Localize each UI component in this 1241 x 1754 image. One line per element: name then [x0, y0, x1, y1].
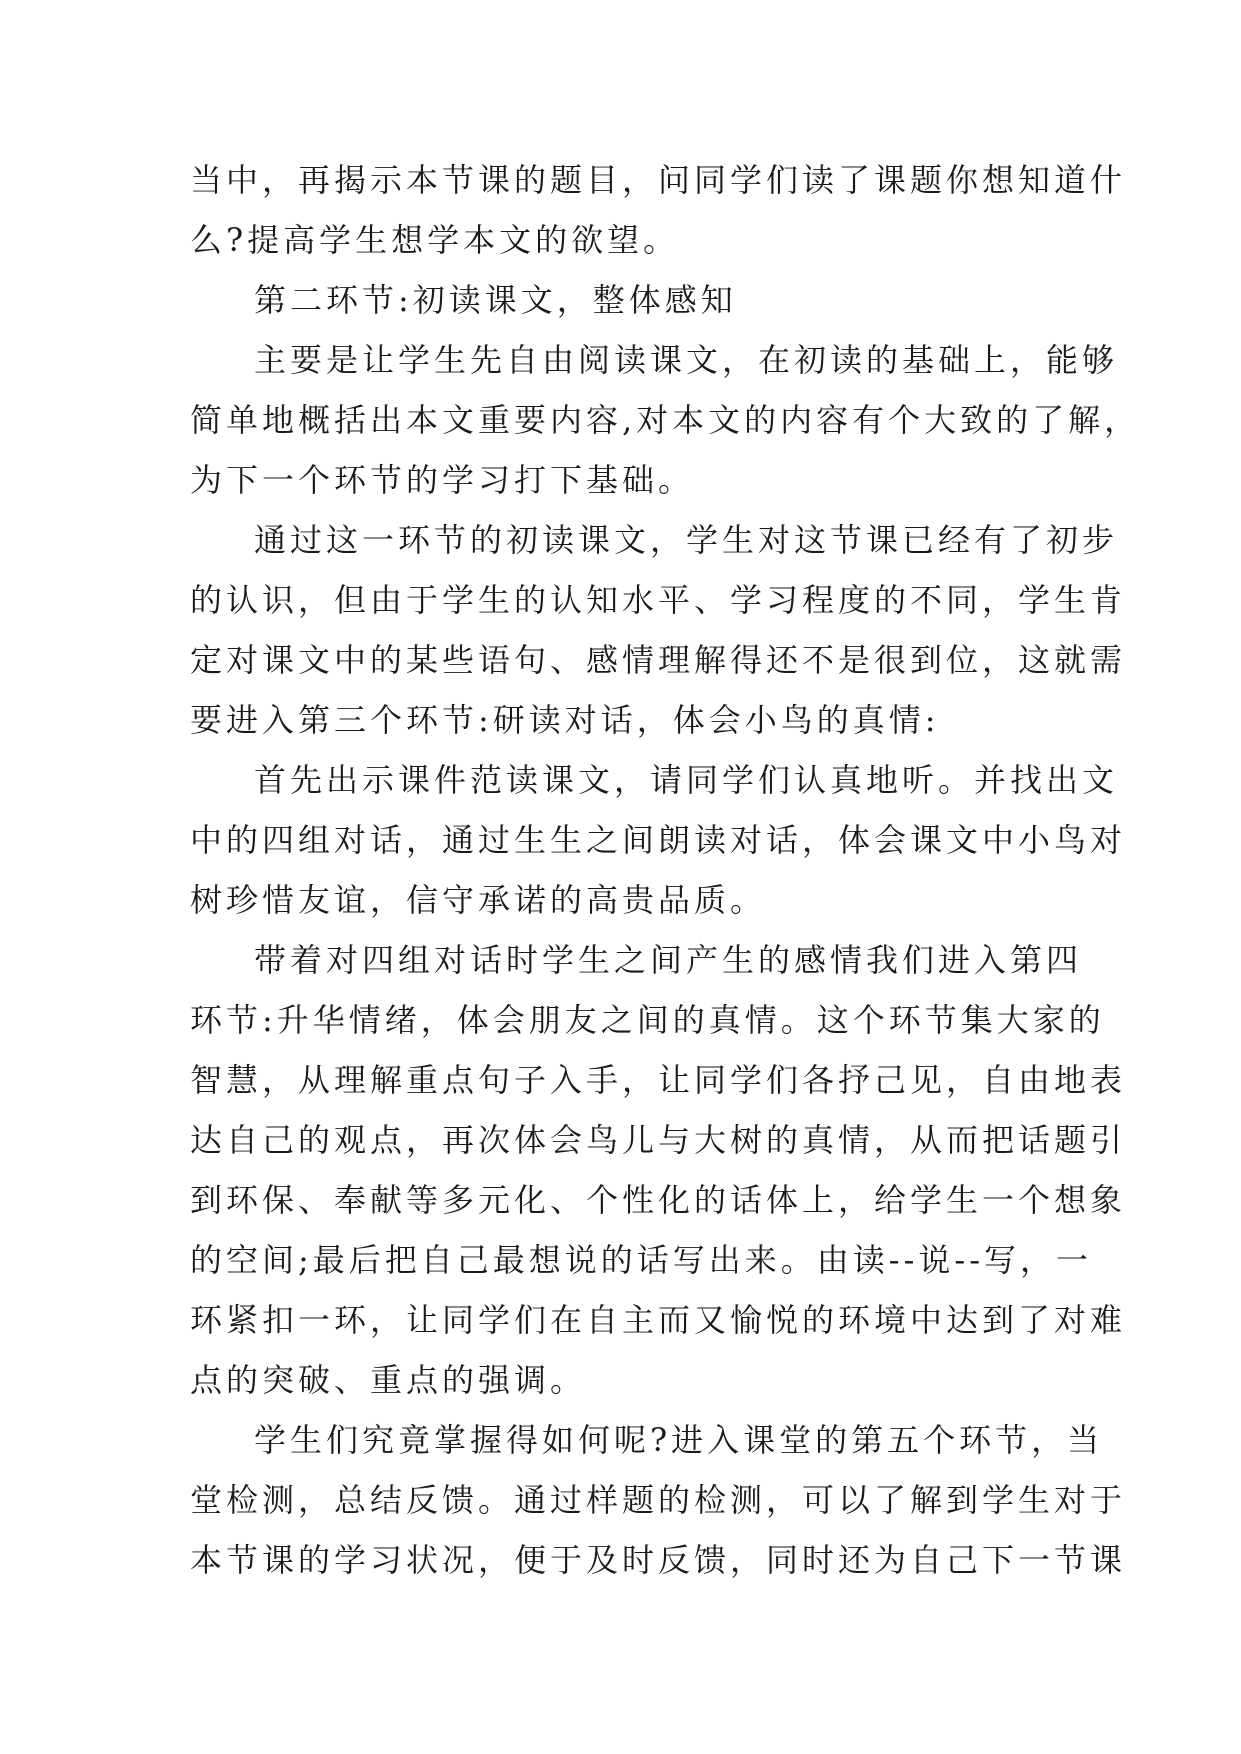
text-line: 树珍惜友谊，信守承诺的高贵品质。 — [190, 881, 767, 919]
text-line: 要进入第三个环节:研读对话，体会小鸟的真情: — [190, 701, 940, 739]
text-line: 的认识，但由于学生的认知水平、学习程度的不同，学生肯 — [190, 581, 1127, 619]
text-line: 定对课文中的某些语句、感情理解得还不是很到位，这就需 — [190, 641, 1127, 679]
text-line: 的空间;最后把自己最想说的话写出来。由读--说--写，一 — [190, 1241, 1093, 1279]
text-line: 本节课的学习状况，便于及时反馈，同时还为自己下一节课 — [190, 1541, 1127, 1579]
text-line: 当中，再揭示本节课的题目，问同学们读了课题你想知道什 — [190, 161, 1127, 199]
section-heading: 第二环节:初读课文，整体感知 — [254, 281, 737, 319]
text-line: 带着对四组对话时学生之间产生的感情我们进入第四 — [254, 941, 1083, 979]
text-line: 主要是让学生先自由阅读课文，在初读的基础上，能够 — [254, 341, 1119, 379]
text-line: 学生们究竟掌握得如何呢?进入课堂的第五个环节，当 — [254, 1421, 1104, 1459]
text-line: 通过这一环节的初读课文，学生对这节课已经有了初步 — [254, 521, 1119, 559]
text-line: 点的突破、重点的强调。 — [190, 1361, 587, 1399]
text-line: 智慧，从理解重点句子入手，让同学们各抒己见，自由地表 — [190, 1061, 1127, 1099]
text-line: 么?提高学生想学本文的欲望。 — [190, 221, 680, 259]
text-line: 堂检测，总结反馈。通过样题的检测，可以了解到学生对于 — [190, 1481, 1127, 1519]
text-line: 中的四组对话，通过生生之间朗读对话，体会课文中小鸟对 — [190, 821, 1127, 859]
document-page — [190, 150, 1141, 1590]
text-line: 环紧扣一环，让同学们在自主而又愉悦的环境中达到了对难 — [190, 1301, 1127, 1339]
text-line: 到环保、奉献等多元化、个性化的话体上，给学生一个想象 — [190, 1181, 1127, 1219]
text-line: 简单地概括出本文重要内容,对本文的内容有个大致的了解， — [190, 401, 1141, 439]
text-line: 首先出示课件范读课文，请同学们认真地听。并找出文 — [254, 761, 1119, 799]
text-line: 环节:升华情绪，体会朋友之间的真情。这个环节集大家的 — [190, 1001, 1105, 1039]
text-line: 达自己的观点，再次体会鸟儿与大树的真情，从而把话题引 — [190, 1121, 1127, 1159]
text-line: 为下一个环节的学习打下基础。 — [190, 461, 695, 499]
